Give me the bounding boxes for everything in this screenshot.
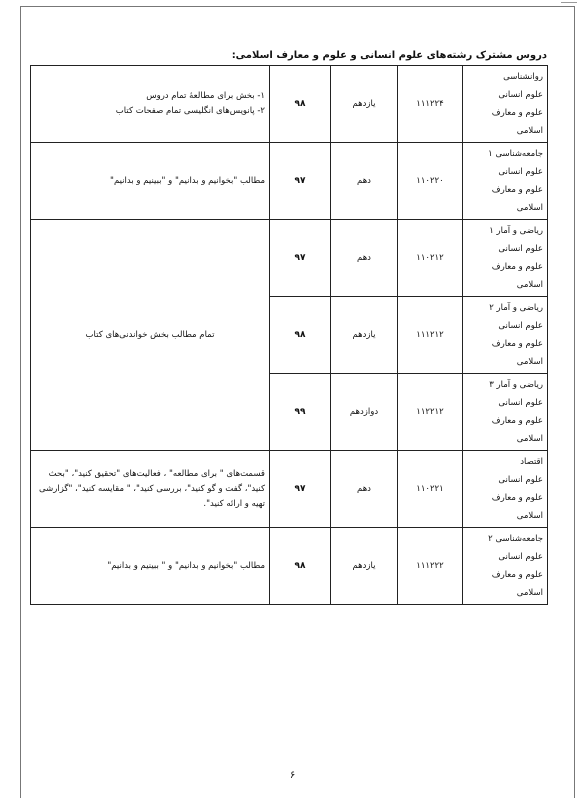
course-field: علوم و معارف اسلامی xyxy=(491,262,543,290)
course-note xyxy=(31,220,270,451)
table-row xyxy=(31,66,548,143)
course-field: علوم انسانی xyxy=(498,244,543,254)
course-field: علوم انسانی xyxy=(498,475,543,485)
course-field: علوم و معارف اسلامی xyxy=(491,416,543,444)
course-grade: یازدهم xyxy=(331,66,398,143)
course-name: روانشناسی xyxy=(503,72,543,82)
course-code: ۱۱۰۲۱۲ xyxy=(398,220,463,297)
course-name: ریاضی و آمار ۳ xyxy=(489,380,543,390)
course-grade: یازدهم xyxy=(331,528,398,605)
course-code: ۱۱۲۲۱۲ xyxy=(398,374,463,451)
course-code: ۱۱۱۲۲۲ xyxy=(398,528,463,605)
note-line: تمام مطالب بخش خواندنی‌های کتاب xyxy=(85,329,215,340)
note-line: قسمت‌های " برای مطالعه" ، فعالیت‌های "تحقیق کنید"، "بحث xyxy=(48,468,265,479)
course-code: ۱۱۰۲۲۱ xyxy=(398,451,463,528)
courses-table xyxy=(30,65,548,605)
course-note xyxy=(31,66,270,143)
course-year: ۹۷ xyxy=(270,143,331,220)
course-name-cell xyxy=(463,451,548,528)
course-name-cell xyxy=(463,297,548,374)
course-field: علوم انسانی xyxy=(498,552,543,562)
course-name: اقتصاد xyxy=(520,457,543,467)
course-year: ۹۸ xyxy=(270,66,331,143)
course-year: ۹۹ xyxy=(270,374,331,451)
course-code: ۱۱۰۲۲۰ xyxy=(398,143,463,220)
course-field: علوم و معارف اسلامی xyxy=(491,339,543,367)
course-grade: یازدهم xyxy=(331,297,398,374)
course-name-cell xyxy=(463,374,548,451)
note-line: تهیه و ارائه کنید". xyxy=(203,498,265,509)
course-field: علوم انسانی xyxy=(498,90,543,100)
course-field: علوم و معارف اسلامی xyxy=(491,185,543,213)
course-note xyxy=(31,451,270,528)
course-name: ریاضی و آمار ۲ xyxy=(489,303,543,313)
note-line: مطالب "بخوانیم و بدانیم" و "ببینیم و بدانیم" xyxy=(110,175,265,186)
page-number: ۶ xyxy=(289,770,296,781)
course-grade: دهم xyxy=(331,220,398,297)
course-field: علوم و معارف اسلامی xyxy=(491,108,543,136)
course-name-cell xyxy=(463,220,548,297)
course-field: علوم و معارف اسلامی xyxy=(491,493,543,521)
course-note xyxy=(31,143,270,220)
course-grade: دهم xyxy=(331,451,398,528)
note-line: کنید"، گفت و گو کنید"، بررسی کنید"، " مقایسه کنید"، "گزارشی xyxy=(39,483,265,494)
course-grade: دهم xyxy=(331,143,398,220)
table-row xyxy=(31,451,548,528)
table-row xyxy=(31,143,548,220)
table-row xyxy=(31,220,548,297)
course-field: علوم انسانی xyxy=(498,321,543,331)
course-year: ۹۸ xyxy=(270,297,331,374)
course-name-cell xyxy=(463,66,548,143)
course-field: علوم انسانی xyxy=(498,398,543,408)
course-grade: دوازدهم xyxy=(331,374,398,451)
course-name-cell xyxy=(463,528,548,605)
course-field: علوم و معارف اسلامی xyxy=(491,570,543,598)
course-name: جامعه‌شناسی ۲ xyxy=(488,534,543,544)
section-heading: دروس مشترک رشته‌های علوم انسانی و علوم و معارف اسلامی: xyxy=(231,50,547,61)
course-field: علوم انسانی xyxy=(498,167,543,177)
corner-mark xyxy=(561,2,577,13)
course-name: ریاضی و آمار ۱ xyxy=(489,226,543,236)
table-row xyxy=(31,528,548,605)
course-name-cell xyxy=(463,143,548,220)
note-line: مطالب "بخوانیم و بدانیم" و " ببینیم و بدانیم" xyxy=(107,560,265,571)
course-note xyxy=(31,528,270,605)
course-name: جامعه‌شناسی ۱ xyxy=(488,149,543,159)
course-year: ۹۷ xyxy=(270,451,331,528)
course-code: ۱۱۱۲۱۲ xyxy=(398,297,463,374)
course-year: ۹۷ xyxy=(270,220,331,297)
course-year: ۹۸ xyxy=(270,528,331,605)
note-line: ۲- پانویس‌های انگلیسی تمام صفحات کتاب xyxy=(115,106,265,116)
note-line: ۱- بخش برای مطالعهٔ تمام دروس xyxy=(146,91,265,101)
course-code: ۱۱۱۲۲۴ xyxy=(398,66,463,143)
